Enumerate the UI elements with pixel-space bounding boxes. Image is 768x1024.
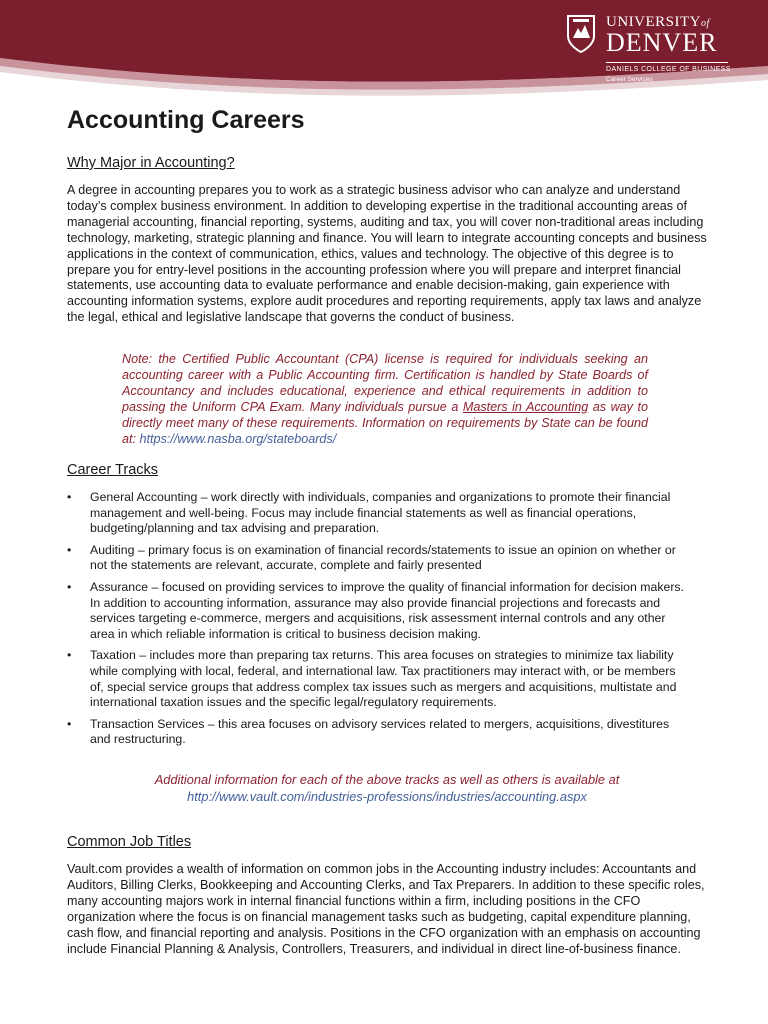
career-tracks-list [67, 490, 687, 754]
track-term: Assurance [90, 579, 149, 594]
additional-info-text: Additional information for each of the above tracks as well as others is available at [154, 772, 620, 787]
track-desc: – this area focuses on advisory services related to mergers, acquisitions, divestitures and restructuring. [90, 716, 670, 747]
bullet: • [67, 542, 72, 557]
list-item [67, 543, 687, 574]
track-term: General Accounting [90, 490, 198, 504]
nasba-link[interactable]: https://www.nasba.org/stateboards/ [139, 431, 337, 446]
logo-divider [606, 62, 728, 63]
track-desc: – focused on providing services to improve the quality of financial information for decision makers. In addition to accounting information, assurance may also provide financial projections and forecasts and services targeting e-commerce, mergers and acquisitions, risk assessment internal controls and any other area in which reliable information is critical to business decision making. [90, 579, 684, 641]
additional-info [67, 771, 707, 805]
list-item [67, 490, 687, 537]
list-item [67, 648, 687, 710]
bullet: • [67, 648, 72, 663]
logo-department-text: Career Services [606, 76, 653, 83]
job-titles-body: Vault.com provides a wealth of information on common jobs in the Accounting industry includes: Accountants and Auditors, Billing Clerks, Bookkeeping and Accounting Clerks, and Tax Preparers. In addition to these specific roles, many accounting majors work in internal financial functions within a firm, including positions in the CFO organization where the focus is on financial management tasks such as budgeting, capital expenditure planning, cash flow, and financial reporting and analysis. Positions in the CFO organization with an emphasis on accounting include Financial Planning & Analysis, Controllers, Treasurers, and individual in direct line-of-business finance. [67, 862, 705, 956]
header-banner [0, 0, 768, 115]
track-term: Taxation [90, 648, 136, 663]
bullet: • [67, 716, 72, 731]
logo-university-text: UNIVERSITYof [606, 14, 710, 30]
bullet: • [67, 490, 72, 504]
track-term: Auditing [90, 542, 135, 557]
job-titles-heading: Common Job Titles [67, 834, 192, 850]
track-desc: – includes more than preparing tax returns. This area focuses on strategies to minimize tax liability while complying with local, federal, and international law. Tax practitioners may interact with, or be members of, special service groups that address complex tax issues such as mergers and acquisitions, multistate and international taxation issues and the specific legal/regulatory requirements. [90, 648, 677, 710]
list-item [67, 717, 687, 748]
cpa-note-text-2: as way to directly meet many of these requirements. Information on requirements by State can be found at: [122, 399, 648, 446]
cpa-note [122, 352, 648, 447]
track-term: Transaction Services [90, 716, 205, 731]
why-major-body: A degree in accounting prepares you to work as a strategic business advisor who can analyze and understand today’s complex business environment. In addition to developing expertise in the traditional accounting areas of managerial accounting, financial reporting, systems, auditing and tax, you will cover non-traditional areas including technology, marketing, strategic planning and finance. You will learn to integrate accounting concepts and business applications in the context of communication, ethics, values and technology. The objective of this degree is to prepare you for entry-level positions in the accounting profession where you will prepare and interpret financial statements, use accounting data to evaluate performance and enable decision-making, gain experience with accounting information systems, explore audit procedures and reporting requirements, apply tax laws and analyze the legal, ethical and legislative landscape that governs the conduct of business. [67, 183, 707, 325]
logo-college-text: DANIELS COLLEGE OF BUSINESS [606, 66, 731, 73]
page-title: Accounting Careers [67, 106, 305, 134]
career-tracks-heading: Career Tracks [67, 462, 159, 478]
masters-in-accounting-link[interactable]: Masters in Accounting [462, 399, 589, 414]
university-seal-icon [566, 14, 596, 54]
vault-link[interactable]: http://www.vault.com/industries-professions/industries/accounting.aspx [187, 789, 587, 804]
logo-denver-text: DENVER [606, 28, 718, 57]
list-item [67, 580, 687, 642]
university-logo [566, 6, 746, 86]
cpa-note-text-1: Note: the Certified Public Accountant (CPA) license is required for individuals seeking an accounting career with a Public Accounting firm. Certification is handled by State Boards of Accountancy and includes educational, experience and ethical requirements in addition to passing the Uniform CPA Exam. Many individuals pursue a [122, 352, 648, 414]
bullet: • [67, 579, 72, 594]
track-desc: – work directly with individuals, companies and organizations to promote their financial management and well-being. Focus may include financial statements as well as financial operations, budgeting/planning and tax advising and preparation. [90, 490, 671, 536]
track-desc: – primary focus is on examination of financial records/statements to issue an opinion on whether or not the statements are relevant, accurate, complete and fairly presented [90, 542, 676, 573]
why-major-heading: Why Major in Accounting? [67, 155, 235, 171]
